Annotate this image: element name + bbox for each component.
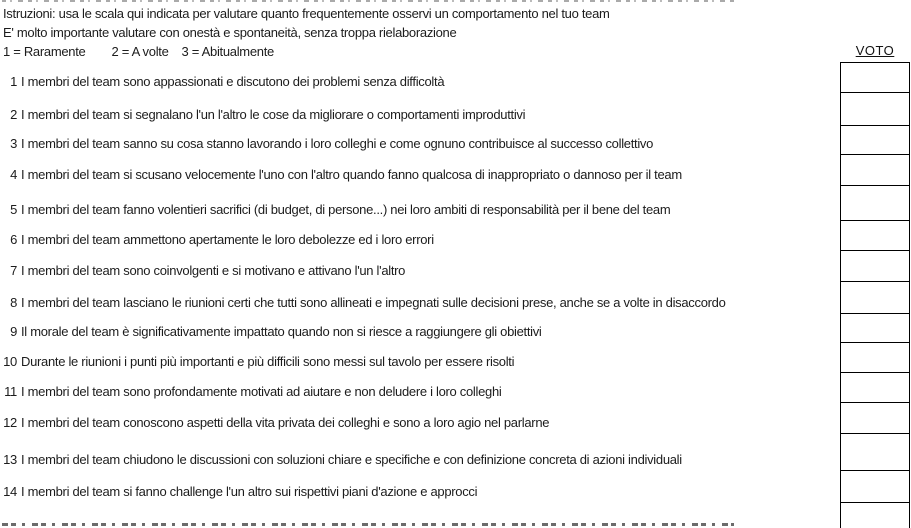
question-number: 1 bbox=[10, 74, 17, 89]
scale-item-1: 1 = Raramente bbox=[3, 44, 86, 59]
question-row-3 bbox=[0, 125, 838, 154]
vote-cell-7[interactable] bbox=[840, 250, 910, 283]
question-row-8 bbox=[0, 281, 838, 313]
vote-cell-4[interactable] bbox=[840, 154, 910, 187]
question-text: I membri del team sono appassionati e discutono dei problemi senza difficoltà bbox=[21, 74, 445, 89]
vote-cell-14[interactable] bbox=[840, 470, 910, 504]
question-row-1 bbox=[0, 62, 838, 92]
question-row-5 bbox=[0, 185, 838, 220]
question-text: Il morale del team è significativamente impattato quando non si riesce a raggiungere gli obiettivi bbox=[21, 324, 542, 339]
question-number: 11 bbox=[4, 384, 17, 399]
scale-item-2: 2 = A volte bbox=[111, 44, 169, 59]
question-row-2 bbox=[0, 92, 838, 125]
question-text: I membri del team sanno su cosa stanno lavorando i loro colleghi e come ognuno contribuisce al successo collettivo bbox=[21, 136, 654, 151]
question-number: 5 bbox=[10, 202, 17, 217]
voto-cells-column bbox=[840, 62, 910, 528]
question-number: 7 bbox=[10, 263, 17, 278]
voto-column-header: VOTO bbox=[855, 43, 895, 58]
vote-cell-1[interactable] bbox=[840, 62, 910, 94]
question-text: I membri del team conoscono aspetti della vita privata dei colleghi e sono a loro agio nel parlarne bbox=[21, 415, 550, 430]
question-text: I membri del team si segnalano l'un l'altro le cose da migliorare o comportamenti improduttivi bbox=[21, 107, 526, 122]
question-number: 9 bbox=[10, 324, 17, 339]
question-text: I membri del team sono profondamente motivati ad aiutare e non deludere i loro colleghi bbox=[21, 384, 502, 399]
vote-cell-15[interactable] bbox=[840, 502, 910, 528]
question-number: 6 bbox=[10, 232, 17, 247]
question-number: 3 bbox=[10, 136, 17, 151]
vote-cell-6[interactable] bbox=[840, 220, 910, 252]
question-text: I membri del team ammettono apertamente le loro debolezze ed i loro errori bbox=[21, 232, 434, 247]
question-row-13 bbox=[0, 433, 838, 470]
question-row-10 bbox=[0, 342, 838, 372]
question-row-4 bbox=[0, 154, 838, 185]
vote-cell-3[interactable] bbox=[840, 125, 910, 156]
question-number: 12 bbox=[3, 415, 17, 430]
vote-cell-5[interactable] bbox=[840, 185, 910, 222]
question-text: I membri del team fanno volentieri sacrifici (di budget, di persone...) nei loro ambiti di responsabilità per il bene del team bbox=[21, 202, 671, 217]
question-row-12 bbox=[0, 402, 838, 433]
clipped-line-top bbox=[2, 0, 735, 2]
question-number: 2 bbox=[10, 107, 17, 122]
question-text: I membri del team sono coinvolgenti e si motivano e attivano l'un l'altro bbox=[21, 263, 406, 278]
vote-cell-11[interactable] bbox=[840, 372, 910, 404]
question-row-6 bbox=[0, 220, 838, 250]
question-row-9 bbox=[0, 313, 838, 342]
question-row-11 bbox=[0, 372, 838, 402]
question-text: Durante le riunioni i punti più importanti e più difficili sono messi sul tavolo per essere risolti bbox=[21, 354, 515, 369]
vote-cell-10[interactable] bbox=[840, 342, 910, 374]
question-text: I membri del team si fanno challenge l'un altro sui rispettivi piani d'azione e approcci bbox=[21, 484, 478, 499]
instructions-line-2: E' molto importante valutare con onestà e spontaneità, senza troppa rielaborazione bbox=[3, 25, 457, 40]
question-text: I membri del team chiudono le discussioni con soluzioni chiare e specifiche e con definizione concreta di azioni individuali bbox=[21, 452, 682, 467]
vote-cell-13[interactable] bbox=[840, 433, 910, 472]
questions-list bbox=[0, 62, 838, 502]
question-row-7 bbox=[0, 250, 838, 281]
vote-cell-2[interactable] bbox=[840, 92, 910, 127]
vote-cell-8[interactable] bbox=[840, 281, 910, 315]
scale-item-3: 3 = Abitualmente bbox=[181, 44, 274, 59]
question-row-14 bbox=[0, 470, 838, 502]
vote-cell-9[interactable] bbox=[840, 313, 910, 344]
question-number: 14 bbox=[3, 484, 17, 499]
clipped-line-bottom bbox=[2, 523, 734, 526]
question-number: 8 bbox=[10, 295, 17, 310]
question-number: 4 bbox=[10, 167, 17, 182]
question-number: 10 bbox=[3, 354, 17, 369]
vote-cell-12[interactable] bbox=[840, 402, 910, 435]
question-text: I membri del team si scusano velocemente l'uno con l'altro quando fanno qualcosa di inappropriato o dannoso per il team bbox=[21, 167, 682, 182]
rating-scale-legend bbox=[3, 44, 274, 59]
instructions-line-1: Istruzioni: usa le scala qui indicata per valutare quanto frequentemente osservi un comportamento nel tuo team bbox=[3, 6, 610, 21]
question-text: I membri del team lasciano le riunioni certi che tutti sono allineati e impegnati sulle decisioni prese, anche se a volte in disaccordo bbox=[21, 295, 726, 310]
question-number: 13 bbox=[3, 452, 17, 467]
